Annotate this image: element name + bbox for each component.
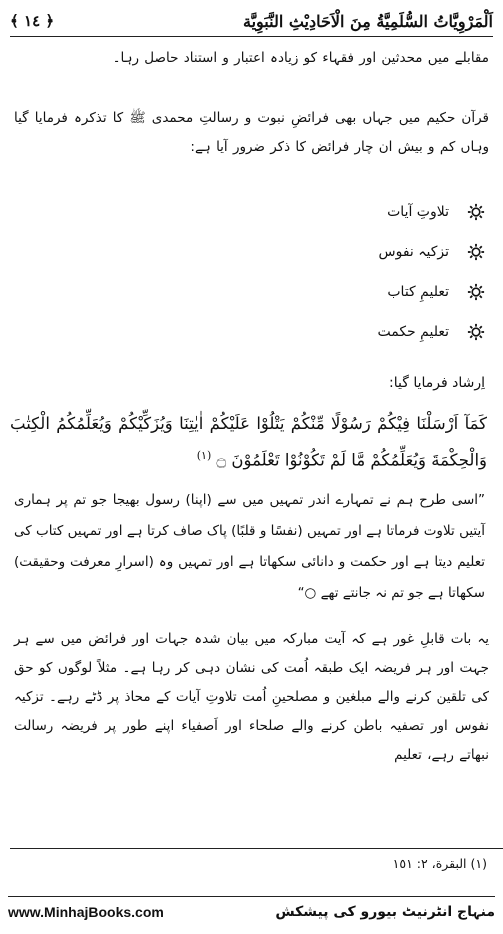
- list-item-label: تعلیمِ حکمت: [377, 324, 449, 340]
- sun-bullet-icon: [467, 243, 485, 261]
- page-number: ﴿ ١٤ ﴾: [10, 12, 55, 30]
- publisher-credit: منہاج انٹرنیٹ بیورو کی پیشکش: [275, 904, 495, 920]
- sun-bullet-icon: [467, 283, 485, 301]
- verse-intro: اِرشاد فرمایا گیا:: [389, 375, 485, 391]
- paragraph-1: مقابلے میں محدثین اور فقہاء کو زیادہ اعتبار و استناد حاصل رہا۔: [112, 50, 489, 66]
- list-item: [285, 312, 485, 352]
- duties-list: [285, 192, 485, 352]
- paragraph-4: یہ بات قابلِ غور ہے کہ آیت مبارکہ میں بیان شدہ جہات اور فرائض میں سے ہر جہت اور ہر فریضہ ایک طبقہ اُمت کی نشان دہی کر رہا ہے۔ مثلاً لوگوں کو حق کی تلقین کرنے والے مبلغین و مصلحینِ اُمت تلاوتِ آیات کے محاذ پر ڈٹے رہے۔ تزکیہ نفوس اور تصفیہ باطن کرنے والے صلحاء اور اَصفیاء اپنے طور پر فریضہ رسالت نبھاتے رہے، تعلیم: [14, 631, 489, 763]
- quran-verse: [10, 408, 487, 477]
- list-item-label: تزکیہ نفوس: [378, 244, 449, 260]
- footnote-ref[interactable]: (١): [196, 449, 212, 462]
- sun-bullet-icon: [467, 203, 485, 221]
- verse-translation: ”اسی طرح ہم نے تمہارے اندر تمہیں میں سے (اپنا) رسول بھیجا جو تم پر ہماری آیتیں تلاوت فرماتا ہے اور تمہیں (نفسًا و قلبًا) پاک صاف کرتا ہے اور تمہیں کتاب کی تعلیم دیتا ہے اور حکمت و دانائی سکھاتا ہے اور تمہیں وہ (اسرارِ معرفت وحقیقت) سکھاتا ہے جو تم نہ جانتے تھے ○“: [14, 492, 485, 601]
- list-item-label: تلاوتِ آیات: [387, 204, 449, 220]
- website-link[interactable]: www.MinhajBooks.com: [8, 904, 164, 920]
- paragraph-2: قرآن حکیم میں جہاں بھی فرائضِ نبوت و رسالتِ محمدی ﷺ کا تذکرہ فرمایا گیا وہاں کم و بیش ان چار فرائض کا ذکر ضرور آیا ہے:: [14, 110, 489, 155]
- list-item-label: تعلیمِ کتاب: [387, 284, 449, 300]
- footnote: (١) البقرة، ٢: ١٥١: [392, 856, 487, 871]
- sun-bullet-icon: [467, 323, 485, 341]
- footnote-divider: [10, 848, 503, 849]
- list-item: [285, 192, 485, 232]
- page-header: [10, 6, 493, 37]
- list-item: [285, 232, 485, 272]
- running-title: اَلْمَرْوِيَّاتُ السُّلَمِيَّةُ مِنَ الْاَحَادِيْثِ النَّبَوِيَّة: [243, 11, 493, 31]
- list-item: [285, 272, 485, 312]
- page-footer: [8, 896, 495, 927]
- verse-text: كَمَآ اَرْسَلْنَا فِيْكُمْ رَسُوْلًا مِّنْكُمْ يَتْلُوْا عَلَيْكُمْ اٰيٰتِنَا وَيُزَكِّيْكُمْ وَيُعَلِّمُكُمُ الْكِتٰبَ وَالْحِكْمَةَ وَيُعَلِّمُكُمْ مَّا لَمْ تَكُوْنُوْا تَعْلَمُوْنَ ۝: [10, 414, 487, 470]
